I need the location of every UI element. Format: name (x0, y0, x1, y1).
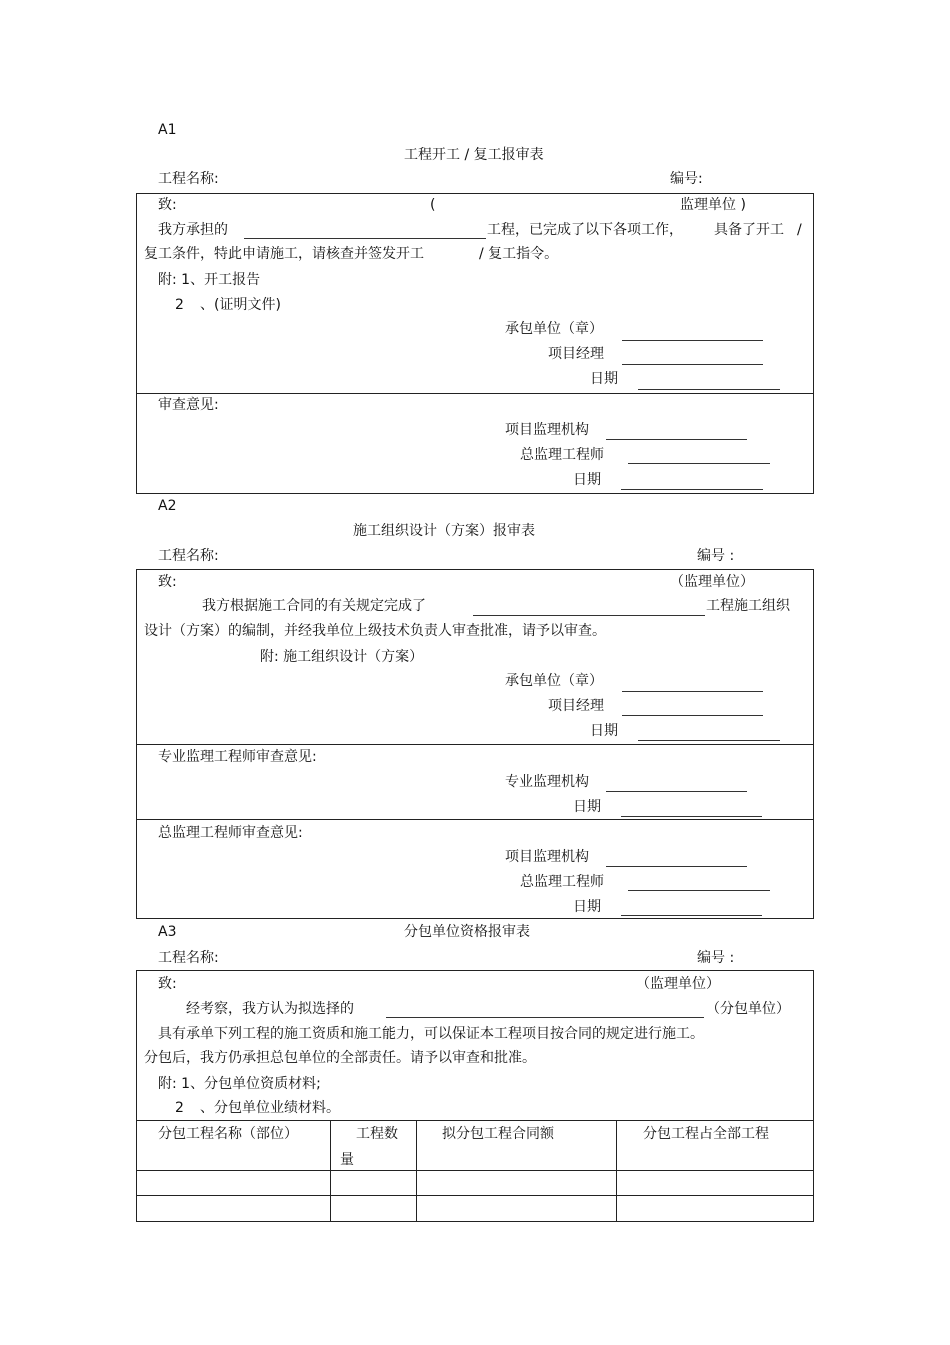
a1-line1-d: / (797, 222, 802, 238)
a3-to-label: 致: (158, 976, 177, 992)
a1-date2-label: 日期 (573, 472, 601, 488)
a1-contractor-blank[interactable] (622, 340, 763, 341)
a2-line2: 设计（方案）的编制，并经我单位上级技术负责人审查批准，请予以审查。 (144, 623, 606, 639)
a2-to-label: 致: (158, 574, 177, 590)
a2-line1-b: 工程施工组织 (706, 598, 790, 614)
a1-open-paren: ( (430, 197, 436, 213)
a1-attach-2-text: 、(证明文件) (200, 297, 281, 313)
a3-line1-b: （分包单位） (706, 1001, 790, 1017)
a1-chief-engineer-blank[interactable] (628, 463, 770, 464)
a3-line1-a: 经考察，我方认为拟选择的 (186, 1001, 354, 1017)
a3-col2-header-b: 量 (340, 1152, 354, 1168)
a2-specialist-review-label: 专业监理工程师审查意见: (158, 749, 317, 765)
a2-contractor-label: 承包单位（章） (505, 673, 603, 689)
a2-project-blank[interactable] (473, 615, 705, 616)
a3-form-code: A3 (158, 924, 177, 940)
a1-line1-b: 工程，已完成了以下各项工作， (487, 222, 683, 238)
a2-number-label: 编号 : (697, 548, 735, 564)
a3-subcontractor-blank[interactable] (386, 1017, 704, 1018)
a1-attach-2-num: 2 (175, 297, 184, 313)
a1-section-divider (136, 393, 814, 394)
a2-project-name-label: 工程名称: (158, 548, 219, 564)
a3-supervisor-label: （监理单位） (636, 976, 720, 992)
a1-form-code: A1 (158, 122, 177, 138)
a1-date-label: 日期 (590, 371, 618, 387)
a2-date2-blank[interactable] (621, 816, 762, 817)
a1-line2-a: 复工条件，特此申请施工，请核查并签发开工 (144, 246, 424, 262)
a3-table-top-border (136, 1120, 814, 1121)
a1-date2-blank[interactable] (621, 489, 763, 490)
a1-line1-a: 我方承担的 (158, 222, 228, 238)
a1-project-name-label: 工程名称: (158, 171, 219, 187)
a3-form-title: 分包单位资格报审表 (404, 924, 530, 940)
a2-form-code: A2 (158, 498, 177, 514)
a2-date-label: 日期 (590, 723, 618, 739)
a3-col-divider-1 (330, 1120, 331, 1221)
a1-form-title: 工程开工 / 复工报审表 (404, 147, 544, 163)
a3-number-label: 编号 : (697, 950, 735, 966)
a1-number-label: 编号: (670, 171, 703, 187)
a2-pm-label: 项目经理 (548, 698, 604, 714)
a1-line1-c: 具备了开工 (714, 222, 784, 238)
a3-col4-header: 分包工程占全部工程 (643, 1126, 769, 1142)
a1-to-label: 致: (158, 197, 177, 213)
a1-line2-b: / 复工指令。 (479, 246, 559, 262)
a2-date3-blank[interactable] (621, 915, 762, 916)
a2-contractor-blank[interactable] (622, 691, 763, 692)
a3-table-row-border (136, 1195, 814, 1196)
a2-chief-engineer-label: 总监理工程师 (520, 874, 604, 890)
a2-attach: 附: 施工组织设计（方案） (260, 649, 424, 665)
a2-line1-a: 我方根据施工合同的有关规定完成了 (202, 598, 426, 614)
a1-review-label: 审查意见: (158, 397, 219, 413)
a2-specialist-org-label: 专业监理机构 (505, 774, 589, 790)
a3-col-divider-2 (416, 1120, 417, 1221)
a1-date-blank[interactable] (638, 389, 780, 390)
a2-chief-review-label: 总监理工程师审查意见: (158, 825, 303, 841)
a2-date3-label: 日期 (573, 899, 601, 915)
a2-divider-1 (136, 744, 814, 745)
a3-line2: 具有承单下列工程的施工资质和施工能力，可以保证本工程项目按合同的规定进行施工。 (158, 1026, 704, 1042)
a2-supervision-org-blank[interactable] (606, 866, 747, 867)
a2-supervision-org-label: 项目监理机构 (505, 849, 589, 865)
a1-attach-1: 附: 1、开工报告 (158, 272, 261, 288)
a3-col1-header: 分包工程名称（部位） (158, 1126, 298, 1142)
a1-supervision-org-blank[interactable] (606, 439, 747, 440)
a2-supervisor-label: （监理单位） (670, 574, 754, 590)
a3-col-divider-3 (616, 1120, 617, 1221)
a3-line3: 分包后，我方仍承担总包单位的全部责任。请予以审查和批准。 (144, 1050, 536, 1066)
a2-chief-engineer-blank[interactable] (628, 890, 770, 891)
a2-date2-label: 日期 (573, 799, 601, 815)
a2-specialist-org-blank[interactable] (606, 791, 747, 792)
a3-attach-2-text: 、分包单位业绩材料。 (200, 1100, 340, 1116)
a3-attach-1: 附: 1、分包单位资质材料; (158, 1076, 321, 1092)
a3-col3-header: 拟分包工程合同额 (442, 1126, 554, 1142)
a2-date-blank[interactable] (638, 740, 780, 741)
a3-attach-2-num: 2 (175, 1100, 184, 1116)
a1-supervision-org-label: 项目监理机构 (505, 422, 589, 438)
a3-table-header-border (136, 1170, 814, 1171)
a1-pm-blank[interactable] (622, 364, 763, 365)
a3-col2-header-a: 工程数 (356, 1126, 398, 1142)
a1-project-blank[interactable] (244, 238, 486, 239)
a1-contractor-label: 承包单位（章） (505, 321, 603, 337)
a1-chief-engineer-label: 总监理工程师 (520, 447, 604, 463)
a1-pm-label: 项目经理 (548, 346, 604, 362)
a2-divider-2 (136, 819, 814, 820)
a3-project-name-label: 工程名称: (158, 950, 219, 966)
a2-pm-blank[interactable] (622, 715, 763, 716)
a1-supervisor-label: 监理单位 ) (680, 197, 746, 213)
a2-form-title: 施工组织设计（方案）报审表 (353, 523, 535, 539)
